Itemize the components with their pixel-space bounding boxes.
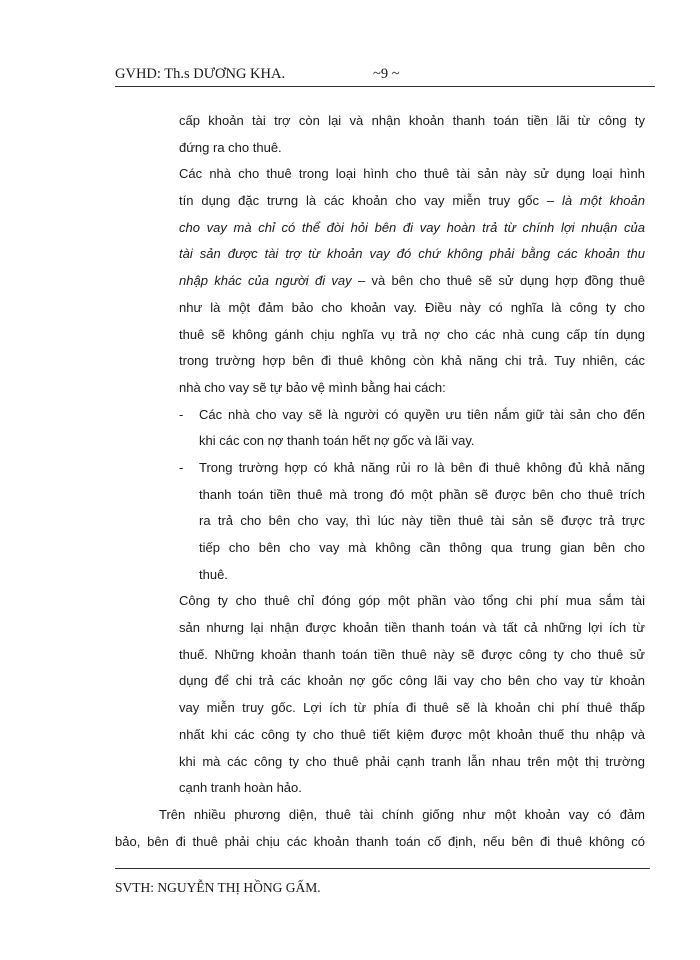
text-line: thanh toán tiền thuê mà trong đó một phần sẽ được bên cho thuê trích — [199, 486, 645, 502]
text-line: nhất khi các công ty cho thuê tiết kiệm được một khoản thuế thu nhập và — [179, 726, 645, 742]
footer-rule — [115, 868, 650, 869]
text-line: Trên nhiều phương diện, thuê tài chính giống như một khoản vay có đảm — [159, 806, 645, 822]
text-line: sản nhưng lại nhận được khoản tiền thanh toán và tất cả những lợi ích từ — [179, 620, 645, 636]
page-number: ~9 ~ — [373, 66, 400, 82]
text-line — [179, 268, 645, 295]
text-line: cấp khoản tài trợ còn lại và nhận khoản thanh toán tiền lãi từ công ty — [179, 113, 645, 128]
header-advisor: GVHD: Th.s DƯƠNG KHA. — [115, 66, 286, 82]
text-line: dụng để chi trả các khoản nợ gốc công lãi vay cho bên cho vay từ khoản — [179, 673, 645, 689]
text-line: Các nhà cho vay sẽ là người có quyền ưu tiên nắm giữ tài sản cho đến — [199, 406, 645, 422]
text-line: cạnh tranh hoàn hảo. — [179, 780, 302, 796]
text-line: khi mà các công ty cho thuê phải cạnh tranh lẫn nhau trên một thị trường — [179, 753, 645, 769]
text-line — [179, 188, 645, 215]
page-header — [115, 62, 655, 87]
bullet-item — [115, 402, 645, 455]
text-line: trong trường hợp bên đi thuê không còn khả năng chi trả. Tuy nhiên, các — [179, 353, 645, 369]
text-line: tiếp cho bên cho vay mà không cần thông qua trung gian bên cho — [199, 540, 645, 555]
text-line: như là một đảm bảo cho khoản vay. Điều này có nghĩa là công ty cho — [179, 299, 645, 315]
text-line: thuê sẽ không gánh chịu nghĩa vụ trả nợ cho các nhà cung cấp tín dụng — [179, 326, 645, 342]
text-line: Công ty cho thuê chỉ đóng góp một phần vào tổng chi phí mua sắm tài — [179, 593, 645, 609]
text-line: Các nhà cho thuê trong loại hình cho thuê tài sản này sử dụng loại hình — [179, 166, 645, 182]
text-line: bảo, bên đi thuê phải chịu các khoản thanh toán cố định, nếu bên đi thuê không có — [115, 833, 645, 849]
text-line: khi các con nợ thanh toán hết nợ gốc và lãi vay. — [199, 433, 475, 449]
footer-student: SVTH: NGUYỄN THỊ HỒNG GẤM. — [115, 880, 321, 895]
text-line: ra trả cho bên cho vay, thì lúc này tiền thuê tài sản sẽ được trả trực — [199, 513, 645, 529]
text-span: – và bên cho thuê sẽ sử dụng hợp đồng thuê — [357, 273, 645, 289]
bullet-item — [115, 455, 645, 588]
text-line: vay miễn truy gốc. Lợi ích từ phía đi thuê sẽ là khoản chi phí thuê thấp — [179, 700, 645, 716]
italic-span: nhập khác của người đi vay — [179, 273, 352, 289]
text-line: thuê. — [199, 566, 228, 582]
text-span: tín dụng đặc trưng là các khoản cho vay miễn truy gốc – — [179, 193, 555, 209]
page-footer — [115, 868, 650, 896]
text-line-italic: tài sản được tài trợ từ khoản vay đó chứ không phải bằng các khoản thu — [179, 246, 645, 262]
bullet-dash: - — [179, 406, 184, 422]
text-line: thuế. Những khoản thanh toán tiền thuê này sẽ được công ty cho thuê sử — [179, 646, 645, 662]
text-line: nhà cho vay sẽ tự bảo vệ mình bằng hai cách: — [179, 379, 446, 395]
italic-span: là một khoản — [562, 193, 645, 209]
text-line-italic: cho vay mà chỉ có thể đòi hỏi bên đi vay hoàn trả từ chính lợi nhuận của — [179, 219, 645, 235]
body-text — [115, 108, 645, 855]
bullet-dash: - — [179, 459, 184, 475]
text-line: Trong trường hợp có khả năng rủi ro là bên đi thuê không đủ khả năng — [199, 459, 645, 475]
text-line: đứng ra cho thuê. — [179, 139, 282, 155]
